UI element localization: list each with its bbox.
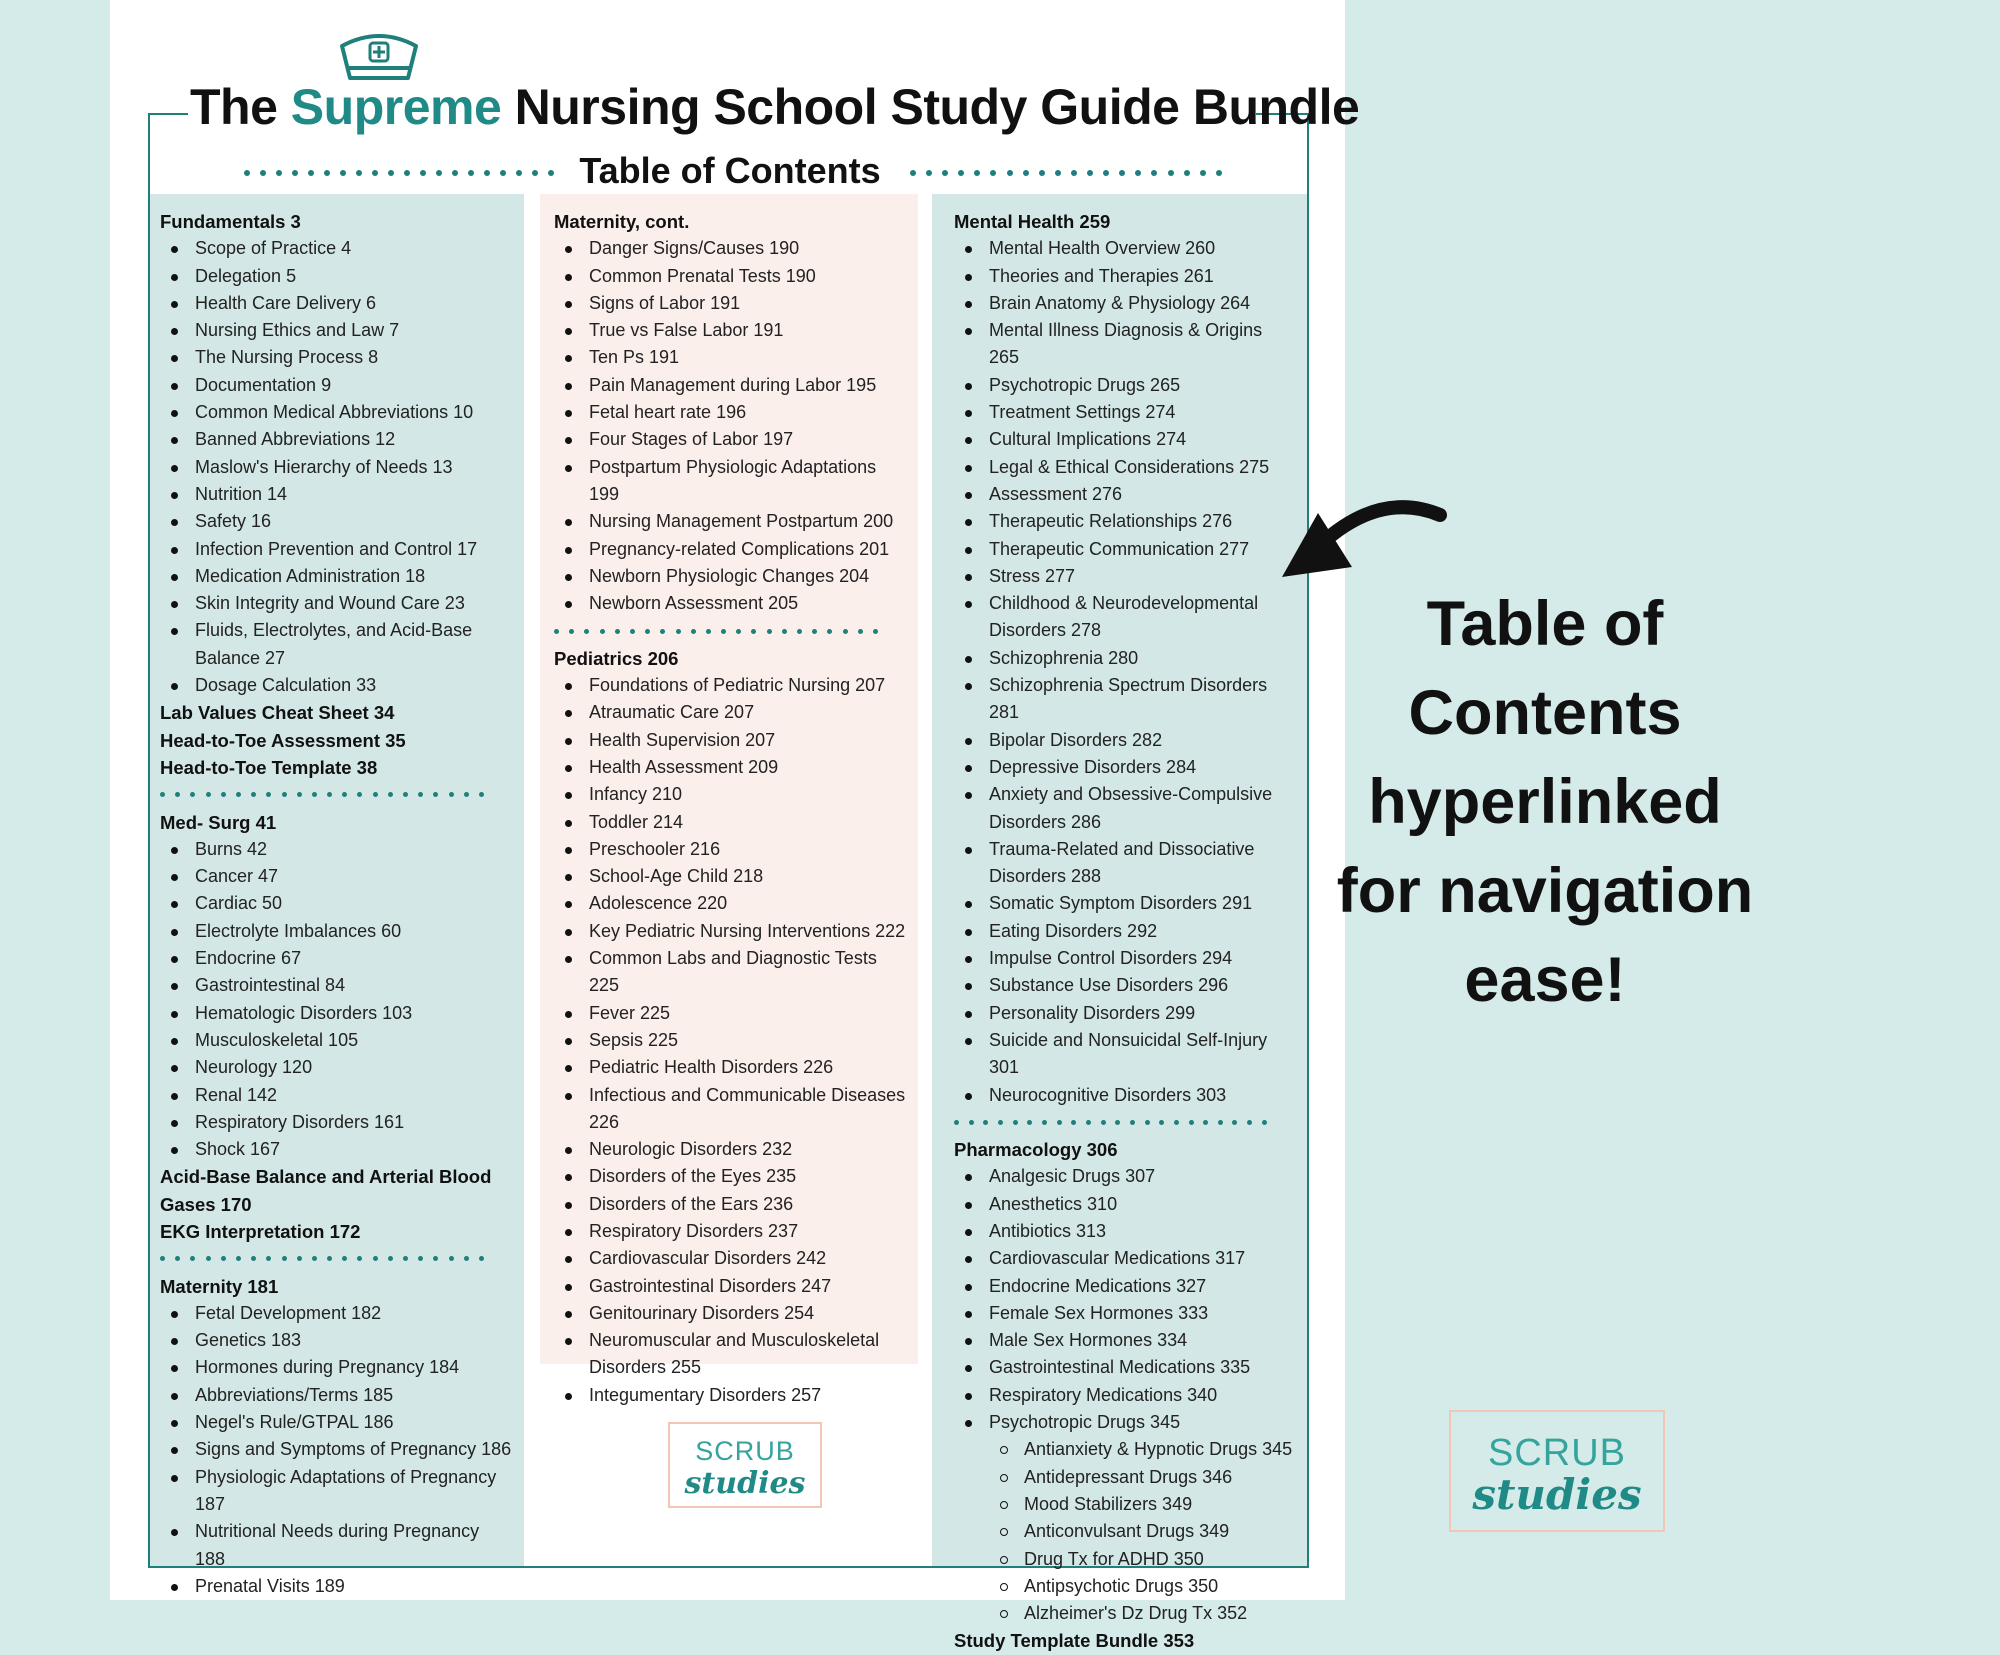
toc-item[interactable]: Disorders of the Eyes 235 [554,1163,908,1190]
divider-dot [751,629,756,634]
toc-item[interactable]: Cardiac 50 [160,890,514,917]
toc-item[interactable]: Schizophrenia Spectrum Disorders 281 [954,672,1297,727]
divider-dot [404,170,410,176]
toc-item[interactable]: Psychotropic Drugs 265 [954,372,1297,399]
divider-dot [308,170,314,176]
divider-dot [433,1256,438,1261]
toc-item[interactable]: Skin Integrity and Wound Care 23 [160,590,514,617]
toc-item[interactable]: Banned Abbreviations 12 [160,426,514,453]
divider-dot [1055,170,1061,176]
callout-line: for navigation [1336,856,1754,926]
divider-dot [357,1256,362,1261]
toc-item[interactable]: Respiratory Disorders 237 [554,1218,908,1245]
toc-item[interactable]: Cardiovascular Disorders 242 [554,1245,908,1272]
toc-item[interactable]: Newborn Assessment 205 [554,590,908,617]
toc-item[interactable]: Suicide and Nonsuicidal Self-Injury 301 [954,1027,1297,1082]
title-accent: Supreme [290,79,502,135]
toc-item[interactable]: Common Prenatal Tests 190 [554,263,908,290]
toc-item[interactable]: Atraumatic Care 207 [554,699,908,726]
toc-item[interactable]: Infancy 210 [554,781,908,808]
toc-item[interactable]: Childhood & Neurodevelopmental Disorders 278 [954,590,1297,645]
divider-dot [958,170,964,176]
divider-dot [1159,1120,1164,1125]
toc-item[interactable]: Endocrine 67 [160,945,514,972]
toc-item[interactable]: Musculoskeletal 105 [160,1027,514,1054]
divider-dot [1168,170,1174,176]
toc-column-1 [150,194,524,1596]
section-divider [554,617,908,644]
divider-dot [388,170,394,176]
divider-dot [1086,1120,1091,1125]
toc-subitem[interactable]: Antianxiety & Hypnotic Drugs 345 [954,1436,1297,1463]
toc-item[interactable]: Delegation 5 [160,263,514,290]
toc-section-title[interactable]: Med- Surg 41 [160,811,277,833]
divider-dot [1135,170,1141,176]
toc-item[interactable]: Prenatal Visits 189 [160,1573,514,1600]
divider-dot [221,792,226,797]
divider-dot [990,170,996,176]
divider-dot [327,1256,332,1261]
toc-item[interactable]: Treatment Settings 274 [954,399,1297,426]
divider-dot [297,792,302,797]
toc-section-title[interactable]: Maternity, cont. [554,211,690,232]
divider-dot [260,170,266,176]
divider-dot [403,1256,408,1261]
toc-item[interactable]: Documentation 9 [160,372,514,399]
divider-dot [1042,1120,1047,1125]
toc-item[interactable]: Nutritional Needs during Pregnancy 188 [160,1518,514,1573]
toc-item[interactable]: Pain Management during Labor 195 [554,372,908,399]
divider-dot [584,629,589,634]
toc-column-2 [540,194,918,1405]
toc-item[interactable]: Assessment 276 [954,481,1297,508]
toc-item[interactable]: Integumentary Disorders 257 [554,1382,908,1409]
toc-item[interactable]: Schizophrenia 280 [954,645,1297,672]
toc-heading: Table of Contents [579,150,881,191]
toc-section-title[interactable]: Maternity 181 [160,1275,279,1297]
toc-item[interactable]: Neurologic Disorders 232 [554,1136,908,1163]
toc-item[interactable]: Danger Signs/Causes 190 [554,235,908,262]
toc-item[interactable]: Psychotropic Drugs 345 [954,1409,1297,1436]
divider-dot [464,792,469,797]
divider-dot [357,792,362,797]
divider-dot [827,629,832,634]
toc-item[interactable]: Respiratory Medications 340 [954,1382,1297,1409]
toc-subitem[interactable]: Mood Stabilizers 349 [954,1491,1297,1518]
divider-dot [1007,170,1013,176]
divider-dot [1013,1120,1018,1125]
divider-dot [1145,1120,1150,1125]
divider-dot [420,170,426,176]
callout-line: Contents [1408,678,1682,748]
toc-section-link[interactable]: Acid-Base Balance and Arterial Blood Gases 170 [160,1166,492,1215]
toc-item[interactable]: Electrolyte Imbalances 60 [160,918,514,945]
callout-line: Table of [1426,589,1664,659]
divider-dot [630,629,635,634]
divider-dot [1087,170,1093,176]
divider-dot [1189,1120,1194,1125]
divider-dot [297,1256,302,1261]
toc-item[interactable]: Health Care Delivery 6 [160,290,514,317]
scrub-studies-logo: SCRUB studies [668,1422,822,1508]
divider-dot [190,792,195,797]
toc-item[interactable]: Safety 16 [160,508,514,535]
page-title: The Supreme Nursing School Study Guide Bundle [190,79,1360,135]
divider-dot [767,629,772,634]
divider-dot [1184,170,1190,176]
divider-dot [449,1256,454,1261]
divider-dot [282,1256,287,1261]
toc-subitem[interactable]: Antipsychotic Drugs 350 [954,1573,1297,1600]
toc-item[interactable]: Postpartum Physiologic Adaptations 199 [554,454,908,509]
toc-item[interactable]: Somatic Symptom Disorders 291 [954,890,1297,917]
toc-item[interactable]: Trauma-Related and Dissociative Disorders 288 [954,836,1297,891]
divider-dot [969,1120,974,1125]
toc-item[interactable]: Cultural Implications 274 [954,426,1297,453]
divider-dot [1119,170,1125,176]
toc-section-link[interactable]: EKG Interpretation 172 [160,1220,361,1242]
divider-dot [206,1256,211,1261]
divider-dot [403,792,408,797]
divider-dot [433,792,438,797]
toc-item[interactable]: Abbreviations/Terms 185 [160,1382,514,1409]
toc-item[interactable]: Stress 277 [954,563,1297,590]
divider-dot [160,1256,165,1261]
divider-dot [340,170,346,176]
toc-subitem[interactable]: Drug Tx for ADHD 350 [954,1546,1297,1573]
nurse-cap-icon [334,30,424,85]
toc-item[interactable]: Infectious and Communicable Diseases 226 [554,1082,908,1137]
divider-dot [479,792,484,797]
divider-dot [1247,1120,1252,1125]
toc-section-title[interactable]: Pediatrics 206 [554,647,679,669]
divider-dot [998,1120,1003,1125]
frame-border [148,113,188,115]
toc-item[interactable]: Signs of Labor 191 [554,290,908,317]
toc-item[interactable]: Four Stages of Labor 197 [554,426,908,453]
toc-item[interactable]: Signs and Symptoms of Pregnancy 186 [160,1436,514,1463]
toc-item[interactable]: Substance Use Disorders 296 [954,972,1297,999]
toc-item[interactable]: Nutrition 14 [160,481,514,508]
toc-item[interactable]: Common Medical Abbreviations 10 [160,399,514,426]
divider-dot [436,170,442,176]
divider-dot [1057,1120,1062,1125]
toc-item[interactable]: Neurology 120 [160,1054,514,1081]
divider-dot [388,792,393,797]
divider-dot [484,170,490,176]
divider-dot [1203,1120,1208,1125]
toc-item[interactable]: Therapeutic Relationships 276 [954,508,1297,535]
divider-dot [736,629,741,634]
divider-dot [342,1256,347,1261]
divider-dot [1039,170,1045,176]
divider-dot [615,629,620,634]
toc-item[interactable]: Toddler 214 [554,809,908,836]
toc-subitem[interactable]: Antidepressant Drugs 346 [954,1464,1297,1491]
divider-dot [691,629,696,634]
divider-dot [1232,1120,1237,1125]
divider-dot [1071,170,1077,176]
toc-item[interactable]: Genetics 183 [160,1327,514,1354]
divider-dot [236,1256,241,1261]
divider-dot [266,1256,271,1261]
toc-item[interactable]: Fever 225 [554,1000,908,1027]
toc-item[interactable]: Fluids, Electrolytes, and Acid-Base Balance 27 [160,617,514,672]
divider-dot [1174,1120,1179,1125]
toc-item[interactable]: Mental Illness Diagnosis & Origins 265 [954,317,1297,372]
divider-dot [548,170,554,176]
callout-text [1310,580,1780,1025]
toc-item[interactable]: Analgesic Drugs 307 [954,1163,1297,1190]
toc-item[interactable]: Brain Anatomy & Physiology 264 [954,290,1297,317]
toc-item[interactable]: Medication Administration 18 [160,563,514,590]
toc-item[interactable]: Dosage Calculation 33 [160,672,514,699]
toc-item[interactable]: Infection Prevention and Control 17 [160,536,514,563]
divider-dot [858,629,863,634]
toc-item[interactable]: Gastrointestinal 84 [160,972,514,999]
toc-item[interactable]: Scope of Practice 4 [160,235,514,262]
toc-section-link[interactable]: Study Template Bundle 353 [954,1630,1195,1652]
divider-dot [782,629,787,634]
toc-column-3 [932,194,1307,1652]
divider-dot [388,1256,393,1261]
divider-dot [356,170,362,176]
divider-dot [843,629,848,634]
scrub-studies-logo: SCRUB studies [1449,1410,1665,1532]
toc-item[interactable]: Maslow's Hierarchy of Needs 13 [160,454,514,481]
toc-item[interactable]: Key Pediatric Nursing Interventions 222 [554,918,908,945]
callout-line: hyperlinked [1368,767,1722,837]
divider-dot [221,1256,226,1261]
toc-item[interactable]: School-Age Child 218 [554,863,908,890]
toc-item[interactable]: Cancer 47 [160,863,514,890]
toc-item[interactable]: Female Sex Hormones 333 [954,1300,1297,1327]
frame-border [1307,113,1309,1568]
toc-item[interactable]: Burns 42 [160,836,514,863]
divider-dot [276,170,282,176]
divider-dot [324,170,330,176]
divider-dot [282,792,287,797]
divider-dot [292,170,298,176]
toc-section-title[interactable]: Pharmacology 306 [954,1139,1118,1161]
divider-dot [1023,170,1029,176]
divider-dot [660,629,665,634]
toc-section-link[interactable]: Head-to-Toe Assessment 35 [160,729,406,751]
toc-item[interactable]: Fetal Development 182 [160,1300,514,1327]
divider-dot [327,792,332,797]
dotted-divider [910,163,1222,183]
divider-dot [418,792,423,797]
divider-dot [372,170,378,176]
divider-dot [812,629,817,634]
toc-item[interactable]: Foundations of Pediatric Nursing 207 [554,672,908,699]
divider-dot [1130,1120,1135,1125]
toc-item[interactable]: Nursing Ethics and Law 7 [160,317,514,344]
toc-item[interactable]: Ten Ps 191 [554,344,908,371]
divider-dot [569,629,574,634]
toc-item[interactable]: Gastrointestinal Medications 335 [954,1354,1297,1381]
toc-item[interactable]: Disorders of the Ears 236 [554,1191,908,1218]
toc-item[interactable]: Genitourinary Disorders 254 [554,1300,908,1327]
divider-dot [312,1256,317,1261]
divider-dot [160,792,165,797]
toc-item[interactable]: Negel's Rule/GTPAL 186 [160,1409,514,1436]
toc-item[interactable]: Personality Disorders 299 [954,1000,1297,1027]
toc-item[interactable]: Cardiovascular Medications 317 [954,1245,1297,1272]
toc-section-link[interactable]: Lab Values Cheat Sheet 34 [160,702,395,724]
divider-dot [942,170,948,176]
divider-dot [910,170,916,176]
toc-item[interactable]: True vs False Labor 191 [554,317,908,344]
dotted-divider [244,163,554,183]
divider-dot [1103,170,1109,176]
divider-dot [676,629,681,634]
toc-item[interactable]: Newborn Physiologic Changes 204 [554,563,908,590]
toc-item[interactable]: Gastrointestinal Disorders 247 [554,1273,908,1300]
toc-item[interactable]: Legal & Ethical Considerations 275 [954,454,1297,481]
divider-dot [983,1120,988,1125]
toc-item[interactable]: Physiologic Adaptations of Pregnancy 187 [160,1464,514,1519]
divider-dot [266,792,271,797]
toc-section-link[interactable]: Head-to-Toe Template 38 [160,756,378,778]
toc-item[interactable]: Fetal heart rate 196 [554,399,908,426]
divider-dot [175,1256,180,1261]
toc-item[interactable]: Depressive Disorders 284 [954,754,1297,781]
divider-dot [251,1256,256,1261]
divider-dot [190,1256,195,1261]
toc-item[interactable]: Antibiotics 313 [954,1218,1297,1245]
toc-item[interactable]: Male Sex Hormones 334 [954,1327,1297,1354]
divider-dot [516,170,522,176]
divider-dot [1151,170,1157,176]
toc-item[interactable]: Anxiety and Obsessive-Compulsive Disorders 286 [954,781,1297,836]
toc-item[interactable]: Shock 167 [160,1136,514,1163]
toc-item[interactable]: Mental Health Overview 260 [954,235,1297,262]
divider-dot [244,170,250,176]
divider-dot [1027,1120,1032,1125]
toc-item[interactable]: Preschooler 216 [554,836,908,863]
divider-dot [206,792,211,797]
toc-item[interactable]: Health Supervision 207 [554,727,908,754]
divider-dot [554,629,559,634]
toc-subitem[interactable]: Alzheimer's Dz Drug Tx 352 [954,1600,1297,1627]
divider-dot [449,792,454,797]
divider-dot [500,170,506,176]
divider-dot [721,629,726,634]
toc-item[interactable]: Sepsis 225 [554,1027,908,1054]
toc-item[interactable]: The Nursing Process 8 [160,344,514,371]
toc-item[interactable]: Adolescence 220 [554,890,908,917]
toc-item[interactable]: Respiratory Disorders 161 [160,1109,514,1136]
divider-dot [1115,1120,1120,1125]
divider-dot [468,170,474,176]
divider-dot [452,170,458,176]
toc-item[interactable]: Hematologic Disorders 103 [160,1000,514,1027]
divider-dot [175,792,180,797]
divider-dot [251,792,256,797]
divider-dot [479,1256,484,1261]
divider-dot [645,629,650,634]
section-divider [954,1109,1297,1136]
toc-item[interactable]: Eating Disorders 292 [954,918,1297,945]
toc-item[interactable]: Pediatric Health Disorders 226 [554,1054,908,1081]
divider-dot [1262,1120,1267,1125]
toc-section-title[interactable]: Fundamentals 3 [160,211,301,232]
divider-dot [954,1120,959,1125]
divider-dot [1071,1120,1076,1125]
divider-dot [797,629,802,634]
toc-item[interactable]: Endocrine Medications 327 [954,1273,1297,1300]
divider-dot [464,1256,469,1261]
toc-item[interactable]: Pregnancy-related Complications 201 [554,536,908,563]
divider-dot [418,1256,423,1261]
divider-dot [532,170,538,176]
divider-dot [342,792,347,797]
toc-item[interactable]: Renal 142 [160,1082,514,1109]
toc-item[interactable]: Anesthetics 310 [954,1191,1297,1218]
divider-dot [1216,170,1222,176]
divider-dot [1218,1120,1223,1125]
toc-item[interactable]: Bipolar Disorders 282 [954,727,1297,754]
divider-dot [373,792,378,797]
toc-item[interactable]: Common Labs and Diagnostic Tests 225 [554,945,908,1000]
divider-dot [1101,1120,1106,1125]
toc-item[interactable]: Nursing Management Postpartum 200 [554,508,908,535]
section-divider [160,781,514,808]
section-divider [160,1245,514,1272]
toc-item[interactable]: Impulse Control Disorders 294 [954,945,1297,972]
toc-item[interactable]: Theories and Therapies 261 [954,263,1297,290]
divider-dot [926,170,932,176]
divider-dot [706,629,711,634]
divider-dot [373,1256,378,1261]
divider-dot [312,792,317,797]
toc-section-title[interactable]: Mental Health 259 [954,211,1111,232]
toc-item[interactable]: Health Assessment 209 [554,754,908,781]
divider-dot [600,629,605,634]
toc-item[interactable]: Neuromuscular and Musculoskeletal Disorders 255 [554,1327,908,1382]
divider-dot [974,170,980,176]
toc-item[interactable]: Neurocognitive Disorders 303 [954,1082,1297,1109]
divider-dot [236,792,241,797]
callout-line: ease! [1464,945,1626,1015]
toc-subitem[interactable]: Anticonvulsant Drugs 349 [954,1518,1297,1545]
toc-item[interactable]: Therapeutic Communication 277 [954,536,1297,563]
divider-dot [1200,170,1206,176]
toc-item[interactable]: Hormones during Pregnancy 184 [160,1354,514,1381]
divider-dot [873,629,878,634]
